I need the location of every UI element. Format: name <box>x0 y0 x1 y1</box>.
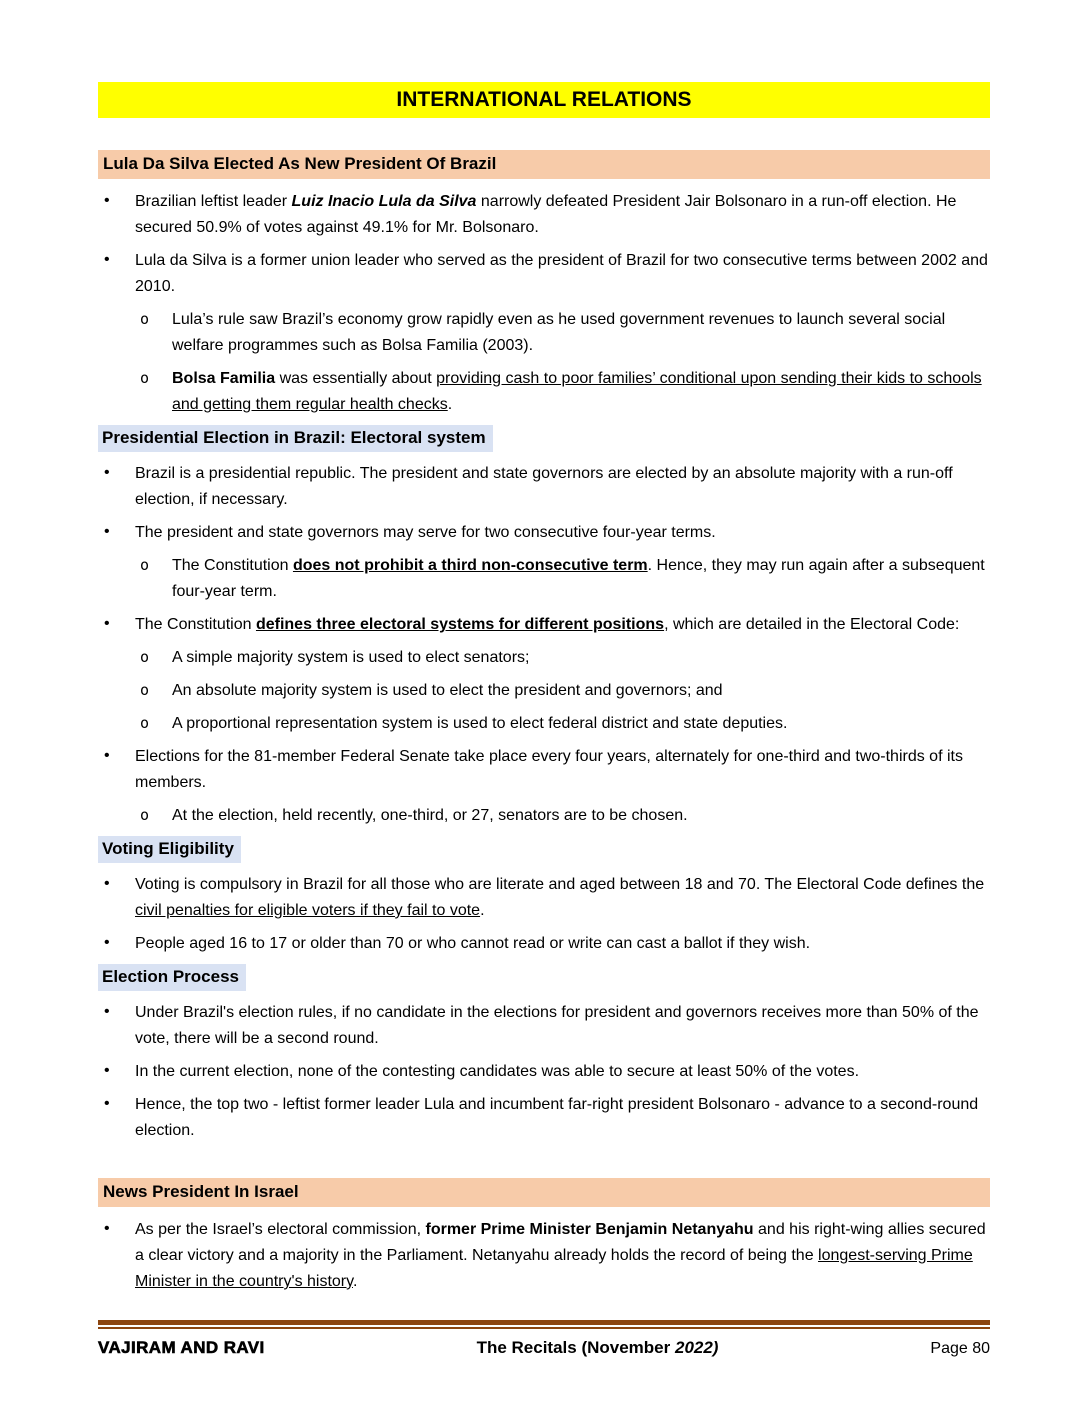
text-run: Bolsa Familia <box>172 370 276 387</box>
paragraph-text <box>135 616 959 633</box>
bullet <box>98 1059 990 1085</box>
paragraph-text <box>135 1096 978 1139</box>
text-run: News President In Israel <box>103 1182 299 1201</box>
paragraph-text <box>172 682 723 699</box>
text-run: Lula da Silva is a former union leader who served as the president of Brazil for two consecutive terms between 2002 and 2010. <box>135 252 988 295</box>
text-run: Under Brazil's election rules, if no candidate in the elections for president and governors receives more than 50% of the vote, there will be a second round. <box>135 1004 979 1047</box>
text-run: civil penalties for eligible voters if they fail to vote <box>135 902 481 919</box>
subhead <box>98 425 990 452</box>
text-run: does not prohibit a third non-consecutive term <box>292 557 648 574</box>
footer-page-number: Page 80 <box>930 1340 990 1357</box>
text-run: Lula’s rule saw Brazil’s economy grow rapidly even as he used government revenues to launch several social welfare programmes such as Bolsa Familia (2003). <box>172 311 946 354</box>
bullet-marker: • <box>104 192 110 209</box>
text-run: was essentially about <box>275 370 437 387</box>
text-run: An absolute majority system is used to elect the president and governors; and <box>172 682 723 699</box>
bullet <box>98 1092 990 1144</box>
text-run: The Recitals (November <box>476 1338 675 1357</box>
text-run: longest-serving Prime Minister in the country's history <box>135 1247 973 1290</box>
bullet-marker: • <box>104 934 110 951</box>
bullet-marker: • <box>104 875 110 892</box>
text-run: A simple majority system is used to elect senators; <box>172 649 530 666</box>
subhead <box>98 964 990 991</box>
text-run: As per the Israel’s electoral commission, <box>135 1221 426 1238</box>
paragraph-text <box>98 964 246 991</box>
paragraph-text <box>135 1063 859 1080</box>
subbullet <box>98 678 990 704</box>
subbullet <box>98 645 990 671</box>
text-run: A proportional representation system is used to elect federal district and state deputies. <box>172 715 788 732</box>
paragraph-text <box>135 252 988 295</box>
paragraph-text <box>98 425 493 452</box>
sub-bullet-marker: o <box>140 648 150 666</box>
text-run: defines three electoral systems for different positions <box>255 616 665 633</box>
bullet <box>98 248 990 300</box>
text-run: , which are detailed in the Electoral Code: <box>664 616 960 633</box>
sub-bullet-marker: o <box>140 681 150 699</box>
bullet <box>98 931 990 957</box>
bullet-marker: • <box>104 747 110 764</box>
paragraph-text <box>135 524 716 541</box>
bullet-marker: • <box>104 1062 110 1079</box>
paragraph-text <box>98 836 241 863</box>
paragraph-text <box>172 557 985 600</box>
bullet <box>98 612 990 638</box>
paragraph-text <box>103 1182 299 1201</box>
subbullet <box>98 553 990 605</box>
bullet-marker: • <box>104 615 110 632</box>
text-run: . <box>480 902 485 919</box>
text-run: . <box>447 396 453 413</box>
text-run: Voting is compulsory in Brazil for all those who are literate and aged between 18 and 70. The Electoral Code defines the <box>135 876 985 893</box>
subbullet <box>98 711 990 737</box>
bullet <box>98 461 990 513</box>
footer-divider-thick <box>98 1320 990 1325</box>
text-run: Lula Da Silva Elected As New President Of Brazil <box>103 154 497 173</box>
subbullet <box>98 307 990 359</box>
bullet <box>98 1000 990 1052</box>
paragraph-text <box>172 370 982 413</box>
footer-publication-title <box>477 1338 719 1358</box>
paragraph-text <box>135 193 956 236</box>
text-run: The president and state governors may serve for two consecutive four-year terms. <box>135 524 716 541</box>
text-run: At the election, held recently, one-third, or 27, senators are to be chosen. <box>172 807 688 824</box>
bullet <box>98 1217 990 1295</box>
subbullet <box>98 803 990 829</box>
paragraph-text <box>172 807 688 824</box>
text-run: People aged 16 to 17 or older than 70 or who cannot read or write can cast a ballot if they wish. <box>135 935 811 952</box>
text-run: Presidential Election in Brazil: Electoral system <box>102 428 486 447</box>
text-run: . Hence, they may run again after a subsequent four-year term. <box>172 557 985 600</box>
paragraph-text <box>103 154 496 173</box>
paragraph-text <box>135 876 984 919</box>
section-header <box>98 150 990 179</box>
text-run: former Prime Minister Benjamin Netanyahu <box>425 1221 754 1238</box>
paragraph-text <box>135 748 963 791</box>
page-footer <box>98 1320 990 1358</box>
bullet-marker: • <box>104 1220 110 1237</box>
text-run: Brazil is a presidential republic. The president and state governors are elected by an absolute majority with a run-off election, if necessary. <box>135 465 953 508</box>
paragraph-text <box>135 935 810 952</box>
section-header <box>98 1178 990 1207</box>
sub-bullet-marker: o <box>140 369 150 387</box>
bullet-marker: • <box>104 251 110 268</box>
document-content <box>98 150 990 1295</box>
paragraph-text <box>135 465 953 508</box>
text-run: In the current election, none of the contesting candidates was able to secure at least 50% of the votes. <box>135 1063 860 1080</box>
sub-bullet-marker: o <box>140 714 150 732</box>
sub-bullet-marker: o <box>140 806 150 824</box>
text-run: Voting Eligibility <box>102 839 234 858</box>
bullet <box>98 744 990 796</box>
bullet <box>98 872 990 924</box>
text-run: The Constitution <box>172 557 293 574</box>
text-run: Elections for the 81-member Federal Senate take place every four years, alternately for one-third and two-thirds of its members. <box>135 748 963 791</box>
bullet <box>98 520 990 546</box>
text-run: Hence, the top two - leftist former leader Lula and incumbent far-right president Bolsonaro - advance to a second-round election. <box>135 1096 979 1139</box>
text-run: Brazilian leftist leader <box>135 193 292 210</box>
paragraph-text <box>172 649 529 666</box>
subhead <box>98 836 990 863</box>
text-run: 2022) <box>674 1338 719 1357</box>
paragraph-text <box>172 311 945 354</box>
text-run: Luiz Inacio Lula da Silva <box>291 193 477 210</box>
bullet-marker: • <box>104 1003 110 1020</box>
paragraph-text <box>135 1221 986 1290</box>
text-run: Election Process <box>102 967 240 986</box>
bullet-marker: • <box>104 1095 110 1112</box>
text-run: The Constitution <box>135 616 256 633</box>
bullet-marker: • <box>104 464 110 481</box>
footer-row <box>98 1338 990 1358</box>
text-run: narrowly defeated President Jair Bolsonaro in a run-off election. He secured 50.9% of votes against 49.1% for Mr. Bolsonaro. <box>135 193 957 236</box>
paragraph-text <box>172 715 787 732</box>
sub-bullet-marker: o <box>140 310 150 328</box>
footer-divider-thin <box>98 1327 990 1329</box>
subbullet <box>98 366 990 418</box>
text-run: . <box>352 1273 358 1290</box>
bullet-marker: • <box>104 523 110 540</box>
paragraph-text <box>135 1004 979 1047</box>
sub-bullet-marker: o <box>140 556 150 574</box>
footer-publisher: VAJIRAM AND RAVI <box>98 1338 265 1357</box>
text-run: providing cash to poor families’ conditional upon sending their kids to schools and getting them regular health checks <box>172 370 982 413</box>
page-title-banner: INTERNATIONAL RELATIONS <box>98 82 990 118</box>
text-run: and his right-wing allies secured a clear victory and a majority in the Parliament. Netanyahu already holds the record of being the <box>135 1221 986 1264</box>
bullet <box>98 189 990 241</box>
